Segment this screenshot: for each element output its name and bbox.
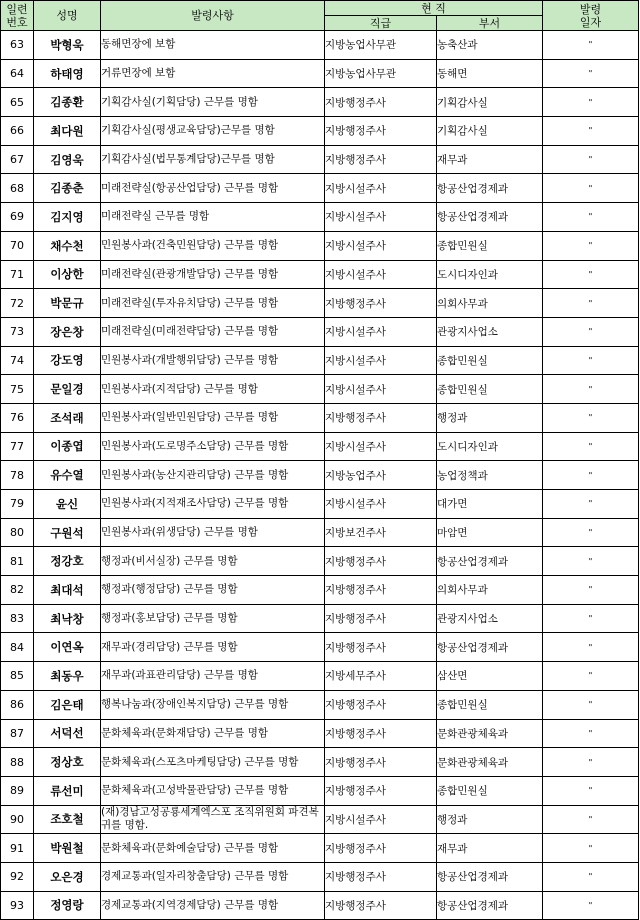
serial-number-cell: 84 [1, 633, 34, 662]
table-row [1, 231, 639, 260]
date-cell: " [543, 375, 639, 404]
date-cell: " [543, 403, 639, 432]
name-cell: 김영욱 [34, 145, 101, 174]
serial-number-cell: 66 [1, 117, 34, 146]
department-cell: 종합민원실 [437, 231, 543, 260]
table-row [1, 432, 639, 461]
department-cell: 문화관광체육과 [437, 748, 543, 777]
serial-number-cell: 64 [1, 59, 34, 88]
serial-number-cell: 78 [1, 461, 34, 490]
table-row [1, 403, 639, 432]
name-cell: 최대석 [34, 576, 101, 605]
appointment-cell: 문화체육과(문화예술담당) 근무를 명함 [101, 834, 325, 863]
department-cell: 기획감사실 [437, 88, 543, 117]
serial-number-cell: 81 [1, 547, 34, 576]
rank-cell: 지방시설주사 [325, 260, 437, 289]
appointment-cell: 미래전략실 근무를 명함 [101, 203, 325, 232]
serial-number-cell: 74 [1, 346, 34, 375]
rank-cell: 지방시설주사 [325, 490, 437, 519]
appointment-cell: 문화체육과(문화재담당) 근무를 명함 [101, 719, 325, 748]
department-cell: 종합민원실 [437, 375, 543, 404]
rank-cell: 지방세무주사 [325, 662, 437, 691]
department-cell: 종합민원실 [437, 776, 543, 805]
rank-cell: 지방시설주사 [325, 174, 437, 203]
department-cell: 마암면 [437, 518, 543, 547]
rank-cell: 지방행정주사 [325, 576, 437, 605]
name-cell: 박원철 [34, 834, 101, 863]
serial-number-cell: 76 [1, 403, 34, 432]
department-cell: 도시디자인과 [437, 260, 543, 289]
table-row [1, 203, 639, 232]
date-cell: " [543, 117, 639, 146]
serial-number-cell: 71 [1, 260, 34, 289]
name-cell: 최낙창 [34, 604, 101, 633]
department-cell: 문화관광체육과 [437, 719, 543, 748]
appointment-cell: (재)경남고성공룡세계엑스포 조직위원회 파견복귀를 명함. [101, 805, 325, 834]
appointment-cell: 미래전략실(관광개발담당) 근무를 명함 [101, 260, 325, 289]
serial-number-cell: 77 [1, 432, 34, 461]
table-row [1, 490, 639, 519]
name-cell: 이상한 [34, 260, 101, 289]
name-cell: 문일경 [34, 375, 101, 404]
table-row [1, 174, 639, 203]
appointment-cell: 민원봉사과(지적담당) 근무를 명함 [101, 375, 325, 404]
rank-cell: 지방시설주사 [325, 805, 437, 834]
table-row [1, 805, 639, 834]
serial-number-cell: 86 [1, 690, 34, 719]
department-cell: 항공산업경제과 [437, 633, 543, 662]
serial-number-cell: 75 [1, 375, 34, 404]
appointment-cell: 기획감사실(평생교육담당)근무를 명함 [101, 117, 325, 146]
department-cell: 항공산업경제과 [437, 174, 543, 203]
date-cell: " [543, 174, 639, 203]
table-row [1, 317, 639, 346]
date-cell: " [543, 662, 639, 691]
header-appointment: 발령사항 [101, 1, 325, 31]
appointment-cell: 재무과(경리담당) 근무를 명함 [101, 633, 325, 662]
appointment-cell: 미래전략실(투자유치담당) 근무를 명함 [101, 289, 325, 318]
rank-cell: 지방농업사무관 [325, 59, 437, 88]
appointment-cell: 행정과(비서실장) 근무를 명함 [101, 547, 325, 576]
department-cell: 의회사무과 [437, 576, 543, 605]
appointment-cell: 민원봉사과(개발행위담당) 근무를 명함 [101, 346, 325, 375]
table-row [1, 776, 639, 805]
rank-cell: 지방농업주사 [325, 461, 437, 490]
header-appointment-date: 발령 일자 [543, 1, 639, 31]
department-cell: 항공산업경제과 [437, 203, 543, 232]
rank-cell: 지방행정주사 [325, 690, 437, 719]
rank-cell: 지방행정주사 [325, 748, 437, 777]
name-cell: 유수열 [34, 461, 101, 490]
appointment-cell: 경제교통과(지역경제담당) 근무를 명함 [101, 891, 325, 920]
date-cell: " [543, 260, 639, 289]
rank-cell: 지방시설주사 [325, 231, 437, 260]
date-cell: " [543, 88, 639, 117]
department-cell: 농축산과 [437, 31, 543, 60]
table-header [1, 1, 639, 31]
name-cell: 김지영 [34, 203, 101, 232]
appointment-cell: 경제교통과(일자리창출담당) 근무를 명함 [101, 862, 325, 891]
header-rank: 직급 [325, 16, 437, 31]
rank-cell: 지방행정주사 [325, 776, 437, 805]
rank-cell: 지방행정주사 [325, 834, 437, 863]
department-cell: 종합민원실 [437, 346, 543, 375]
appointment-cell: 기획감사실(기획담당) 근무를 명함 [101, 88, 325, 117]
appointment-cell: 민원봉사과(건축민원담당) 근무를 명함 [101, 231, 325, 260]
serial-number-cell: 83 [1, 604, 34, 633]
table-row [1, 633, 639, 662]
department-cell: 재무과 [437, 834, 543, 863]
date-cell: " [543, 862, 639, 891]
appointment-cell: 기획감사실(법무통계담당)근무를 명함 [101, 145, 325, 174]
department-cell: 동해면 [437, 59, 543, 88]
department-cell: 행정과 [437, 805, 543, 834]
serial-number-cell: 85 [1, 662, 34, 691]
serial-number-cell: 65 [1, 88, 34, 117]
table-row [1, 547, 639, 576]
rank-cell: 지방행정주사 [325, 633, 437, 662]
date-cell: " [543, 604, 639, 633]
table-row [1, 375, 639, 404]
name-cell: 채수천 [34, 231, 101, 260]
date-cell: " [543, 633, 639, 662]
table-row [1, 461, 639, 490]
name-cell: 조호철 [34, 805, 101, 834]
name-cell: 최다원 [34, 117, 101, 146]
name-cell: 박문규 [34, 289, 101, 318]
table-row [1, 518, 639, 547]
date-cell: " [543, 690, 639, 719]
name-cell: 정영랑 [34, 891, 101, 920]
table-row [1, 576, 639, 605]
name-cell: 서덕선 [34, 719, 101, 748]
serial-number-cell: 70 [1, 231, 34, 260]
name-cell: 오은경 [34, 862, 101, 891]
table-row [1, 834, 639, 863]
date-cell: " [543, 231, 639, 260]
name-cell: 하태영 [34, 59, 101, 88]
rank-cell: 지방행정주사 [325, 604, 437, 633]
date-cell: " [543, 576, 639, 605]
department-cell: 항공산업경제과 [437, 891, 543, 920]
name-cell: 이종엽 [34, 432, 101, 461]
appointment-cell: 거류면장에 보함 [101, 59, 325, 88]
name-cell: 정상호 [34, 748, 101, 777]
name-cell: 이연옥 [34, 633, 101, 662]
serial-number-cell: 72 [1, 289, 34, 318]
serial-number-cell: 90 [1, 805, 34, 834]
date-cell: " [543, 834, 639, 863]
appointment-cell: 민원봉사과(농산지관리담당) 근무를 명함 [101, 461, 325, 490]
serial-number-cell: 93 [1, 891, 34, 920]
table-row [1, 690, 639, 719]
table-row [1, 145, 639, 174]
table-row [1, 117, 639, 146]
date-cell: " [543, 490, 639, 519]
date-cell: " [543, 776, 639, 805]
serial-number-cell: 82 [1, 576, 34, 605]
rank-cell: 지방시설주사 [325, 432, 437, 461]
date-cell: " [543, 518, 639, 547]
serial-number-cell: 88 [1, 748, 34, 777]
rank-cell: 지방시설주사 [325, 375, 437, 404]
header-name: 성명 [34, 1, 101, 31]
rank-cell: 지방행정주사 [325, 719, 437, 748]
rank-cell: 지방행정주사 [325, 862, 437, 891]
appointment-cell: 문화체육과(스포츠마케팅담당) 근무를 명함 [101, 748, 325, 777]
serial-number-cell: 68 [1, 174, 34, 203]
department-cell: 관광지사업소 [437, 317, 543, 346]
serial-number-cell: 89 [1, 776, 34, 805]
serial-number-cell: 79 [1, 490, 34, 519]
table-row [1, 719, 639, 748]
rank-cell: 지방행정주사 [325, 891, 437, 920]
name-cell: 김종춘 [34, 174, 101, 203]
name-cell: 김종환 [34, 88, 101, 117]
rank-cell: 지방시설주사 [325, 346, 437, 375]
table-row [1, 346, 639, 375]
department-cell: 삼산면 [437, 662, 543, 691]
table-row [1, 604, 639, 633]
serial-number-cell: 80 [1, 518, 34, 547]
date-cell: " [543, 547, 639, 576]
date-cell: " [543, 719, 639, 748]
table-row [1, 862, 639, 891]
name-cell: 구원석 [34, 518, 101, 547]
department-cell: 기획감사실 [437, 117, 543, 146]
date-cell: " [543, 748, 639, 777]
header-current-position: 현 직 [325, 1, 543, 16]
table-row [1, 289, 639, 318]
name-cell: 정강호 [34, 547, 101, 576]
rank-cell: 지방행정주사 [325, 547, 437, 576]
date-cell: " [543, 145, 639, 174]
appointment-cell: 재무과(과표관리담당) 근무를 명함 [101, 662, 325, 691]
department-cell: 종합민원실 [437, 690, 543, 719]
department-cell: 행정과 [437, 403, 543, 432]
name-cell: 김은태 [34, 690, 101, 719]
name-cell: 류선미 [34, 776, 101, 805]
serial-number-cell: 73 [1, 317, 34, 346]
rank-cell: 지방행정주사 [325, 403, 437, 432]
table-row [1, 748, 639, 777]
appointment-cell: 행정과(홍보담당) 근무를 명함 [101, 604, 325, 633]
department-cell: 의회사무과 [437, 289, 543, 318]
rank-cell: 지방행정주사 [325, 289, 437, 318]
name-cell: 장은창 [34, 317, 101, 346]
appointment-cell: 미래전략실(미래전략담당) 근무를 명함 [101, 317, 325, 346]
department-cell: 항공산업경제과 [437, 862, 543, 891]
table-body [1, 31, 639, 920]
appointment-cell: 문화체육과(고성박물관담당) 근무를 명함 [101, 776, 325, 805]
department-cell: 대가면 [437, 490, 543, 519]
table-row [1, 662, 639, 691]
header-serial-number: 일련 번호 [1, 1, 34, 31]
serial-number-cell: 63 [1, 31, 34, 60]
name-cell: 최동우 [34, 662, 101, 691]
rank-cell: 지방행정주사 [325, 145, 437, 174]
serial-number-cell: 92 [1, 862, 34, 891]
header-department: 부서 [437, 16, 543, 31]
date-cell: " [543, 346, 639, 375]
name-cell: 박형욱 [34, 31, 101, 60]
appointment-cell: 동해면장에 보함 [101, 31, 325, 60]
rank-cell: 지방행정주사 [325, 88, 437, 117]
name-cell: 조석래 [34, 403, 101, 432]
date-cell: " [543, 289, 639, 318]
table-row [1, 88, 639, 117]
department-cell: 재무과 [437, 145, 543, 174]
serial-number-cell: 67 [1, 145, 34, 174]
date-cell: " [543, 317, 639, 346]
department-cell: 항공산업경제과 [437, 547, 543, 576]
date-cell: " [543, 805, 639, 834]
name-cell: 윤신 [34, 490, 101, 519]
rank-cell: 지방농업사무관 [325, 31, 437, 60]
date-cell: " [543, 461, 639, 490]
appointment-cell: 민원봉사과(일반민원담당) 근무를 명함 [101, 403, 325, 432]
table-row [1, 59, 639, 88]
department-cell: 농업정책과 [437, 461, 543, 490]
date-cell: " [543, 203, 639, 232]
department-cell: 도시디자인과 [437, 432, 543, 461]
date-cell: " [543, 31, 639, 60]
appointment-cell: 행복나눔과(장애인복지담당) 근무를 명함 [101, 690, 325, 719]
table-row [1, 31, 639, 60]
rank-cell: 지방시설주사 [325, 317, 437, 346]
appointment-cell: 민원봉사과(지적재조사담당) 근무를 명함 [101, 490, 325, 519]
table-row [1, 891, 639, 920]
date-cell: " [543, 891, 639, 920]
date-cell: " [543, 432, 639, 461]
rank-cell: 지방시설주사 [325, 203, 437, 232]
appointment-cell: 민원봉사과(도로명주소담당) 근무를 명함 [101, 432, 325, 461]
rank-cell: 지방행정주사 [325, 117, 437, 146]
date-cell: " [543, 59, 639, 88]
department-cell: 관광지사업소 [437, 604, 543, 633]
name-cell: 강도영 [34, 346, 101, 375]
serial-number-cell: 91 [1, 834, 34, 863]
appointment-cell: 미래전략실(항공산업담당) 근무를 명함 [101, 174, 325, 203]
table-row [1, 260, 639, 289]
serial-number-cell: 87 [1, 719, 34, 748]
appointment-cell: 행정과(행정담당) 근무를 명함 [101, 576, 325, 605]
appointment-cell: 민원봉사과(위생담당) 근무를 명함 [101, 518, 325, 547]
serial-number-cell: 69 [1, 203, 34, 232]
rank-cell: 지방보건주사 [325, 518, 437, 547]
